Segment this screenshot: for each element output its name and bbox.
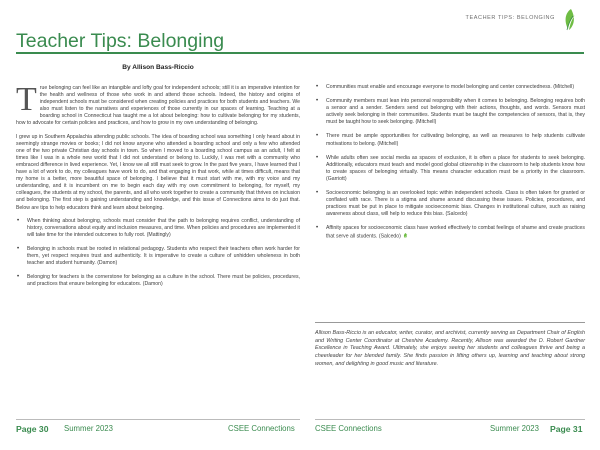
issue-season-left: Summer 2023 (64, 424, 113, 433)
list-item: • There must be ample opportunities for cultivating belonging, as well as measures to help students cultivate motivations to belong. (Mitchell) (315, 133, 585, 147)
list-item: • While adults often see social media as spaces of exclusion, it is often a place for students to seek belonging. Additionally, educators must teach and model good global citizenship in the classroom to help students know how to create spaces of belonging virtually. This means character education must be a priority in the classroom. (Garriott) (315, 155, 585, 183)
bio-divider (315, 322, 585, 323)
list-item: • Belonging in schools must be rooted in relational pedagogy. Students who respect their teachers often work harder for them, yet respect requires trust and authenticity. It is imperative to create a culture of unhidden wholeness in both teacher and student humanity. (Damon) (16, 246, 300, 267)
page-number-left: Page 30 (16, 424, 49, 434)
byline: By Allison Bass-Riccio (122, 64, 194, 71)
list-item: • When thinking about belonging, schools must consider that the path to belonging requires conflict, understanding of history, conversations about equity and inclusion measures, and time. When policies and procedures are implemented it will take time for the intended outcomes to fully root. (Mattingly) (16, 218, 300, 239)
footer-divider-right (315, 419, 585, 420)
issue-season-right: Summer 2023 (490, 424, 539, 433)
author-bio: Allison Bass-Riccio is an educator, writer, curator, and archivist, currently serving as Department Chair of English and Writing Center Coordinator at Cheshire Academy. Recently, Allison was awarded the D. Robert Gardner Excellence in Teaching Award. Ultimately, she enjoys seeing her students and colleagues thrive and being a cheerleader for her blended family. She finds passion in lifting others up, learning and teaching about strong women, and delighting in good music and literature. (315, 330, 585, 367)
second-paragraph: I grew up in Southern Appalachia attending public schools. The idea of boarding school was something I only heard about in seemingly strange movies or books; I did not know anyone who attended a boarding school and only a few who attended one of the two private Christian day schools in town. So when I moved to a boarding school campus as an adult, I felt at times like I was in a whole new world that I did not understand or belong to. Luckily, I was met with a community who embraced difference in lived experience. Yet, I know we all still must seek to grow. In the past five years, I have learned that I have a lot of work to do, my colleagues have work to do, and that engaging in that work, while at times difficult, means that my home is a better, more beautiful space of belonging. I believe that it must start with me, with my voice and my understanding, and it is incumbent on me to begin each day with my own commitment to belonging, for myself, my colleagues, the students at my school, the parents, and all who work together to create a community that thrives on inclusion and belonging. The first step is gaining understanding and knowledge, and this issue of Connections aims to do just that. Below are tips to help educators think and learn about belonging. (16, 133, 300, 211)
list-item (315, 225, 585, 240)
right-column (315, 84, 585, 247)
list-item: • Belonging for teachers is the cornerstone for belonging as a culture in the school. There must be policies, procedures, and practices that ensure belonging for educators. (Damon) (16, 274, 300, 288)
running-head: TEACHER TIPS: BELONGING (465, 15, 555, 21)
list-item: • Socioeconomic belonging is an overlooked topic within independent schools. Class is often taken for granted or conflated with race. There is a stigma and shame around discussing these issues. Policies, procedures, and practices must be put in place to mitigate socioeconomic bias. Changes in institutional culture, such as raising awareness about class, will help to reduce this bias. (Salcedo) (315, 190, 585, 218)
page-title: Teacher Tips: Belonging (16, 30, 225, 52)
publication-name-right: CSEE Connections (315, 424, 382, 433)
intro-text: rue belonging can feel like an intangible and lofty goal for independent schools; still it is an imperative intention for the health and wellness of those who work in and attend those schools. Indeed, the history and origins of independent schools must be considered when creating policies and practices for both students and teachers. We also must listen to the narratives and experiences of those currently in our spaces of learning. Teaching at a boarding school in Connecticut has taught me a lot about belonging: how to cultivate belonging for my students, how to advocate for certain policies and practices, and how to grow in my own understanding of belonging. (16, 85, 300, 127)
drop-cap: T (16, 81, 37, 118)
intro-paragraph (16, 81, 300, 128)
list-item-text: Affinity spaces for socioeconomic class have worked effectively to combat feelings of shame and create practices that serve all students. (Salcedo) (326, 225, 585, 239)
leaf-end-mark-icon (403, 233, 408, 238)
title-divider (16, 52, 584, 54)
left-column (16, 81, 300, 295)
left-tips-list (16, 218, 300, 289)
list-item: • Community members must lean into personal responsibility when it comes to belonging. Belonging requires both a sensor and a sender. Senders send out belonging with their actions, thoughts, and words. Sensors must actively seek belonging in their communities. Students must be taught the competencies of sensors, that is, they must be taught how to seek belonging. (Mitchell) (315, 98, 585, 126)
footer-divider-left (16, 419, 300, 420)
page-number-right: Page 31 (550, 424, 583, 434)
publication-name-left: CSEE Connections (228, 424, 295, 433)
list-item: • Communities must enable and encourage everyone to model belonging and center connectedness. (Mitchell) (315, 84, 585, 91)
leaf-logo-icon (562, 8, 578, 32)
right-tips-list (315, 84, 585, 240)
